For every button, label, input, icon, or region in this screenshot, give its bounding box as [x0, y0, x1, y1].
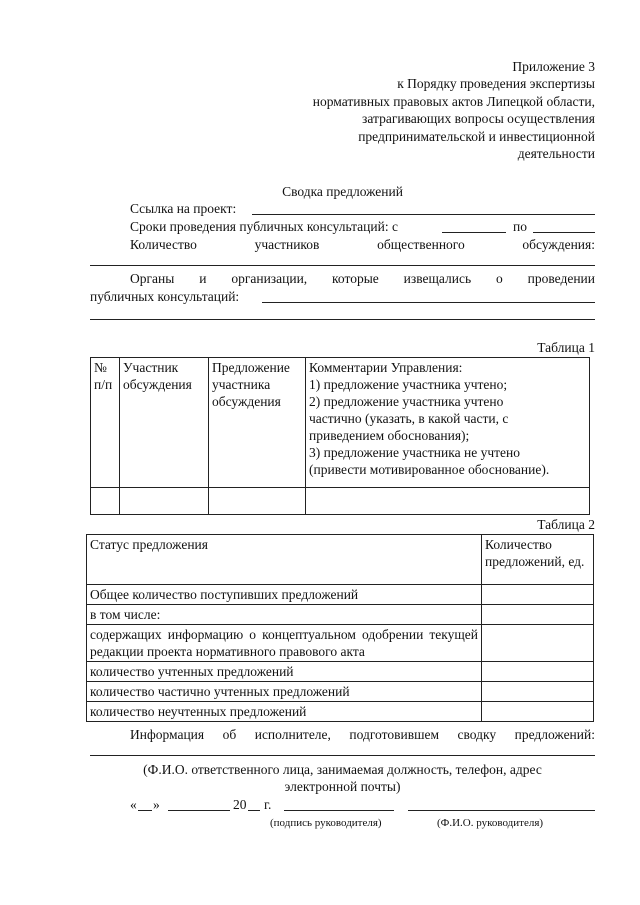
table1-cell[interactable]: [120, 488, 209, 515]
project-link-row: [90, 200, 595, 217]
word: исполнителе,: [254, 727, 331, 742]
table2-count-cell[interactable]: [482, 625, 594, 662]
signature-label: (подпись руководителя): [270, 817, 382, 829]
table2-row-label: Общее количество поступивших предложений: [87, 585, 482, 605]
table1-header-participant: Участник обсуждения: [120, 358, 209, 488]
date-signature-row: [90, 796, 595, 813]
appendix-line: нормативных правовых актов Липецкой области,: [312, 93, 595, 109]
table1-cell[interactable]: [91, 488, 120, 515]
table2-row-label: количество учтенных предложений: [87, 662, 482, 682]
table2-count-cell[interactable]: [482, 585, 594, 605]
signature-line[interactable]: [284, 796, 394, 811]
table2-header-count: Количество предложений, ед.: [482, 535, 594, 585]
word: участников: [254, 237, 320, 252]
month-line[interactable]: [168, 796, 230, 811]
table2-row-label: количество частично учтенных предложений: [87, 682, 482, 702]
date-open-quote: «: [130, 797, 137, 812]
orgs-label: публичных консультаций:: [90, 289, 240, 304]
table1-header-num: № п/п: [91, 358, 120, 488]
table1: [90, 357, 590, 515]
executor-line[interactable]: [90, 741, 595, 756]
word: проведении: [527, 271, 595, 286]
appendix-header: [250, 58, 595, 162]
executor-caption: (Ф.И.О. ответственного лица, занимаемая должность, телефон, адрес электронной почты): [143, 762, 542, 794]
appendix-line: к Порядку проведения экспертизы: [397, 76, 595, 92]
fio-label: (Ф.И.О. руководителя): [437, 817, 544, 829]
year-suffix: г.: [264, 797, 272, 812]
period-to-label: по: [513, 219, 527, 234]
word: Количество: [130, 237, 197, 252]
project-link-line[interactable]: [252, 200, 595, 215]
comments-line: приведением обоснования);: [309, 428, 470, 443]
comments-line: частично (указать, в какой части, с: [309, 411, 509, 426]
appendix-line: предпринимательской и инвестиционной: [358, 128, 595, 144]
word: которые: [332, 271, 379, 286]
word: Информация: [130, 727, 205, 742]
word: подготовившем: [349, 727, 440, 742]
project-link-label: Ссылка на проект:: [130, 201, 237, 216]
word: предложений:: [514, 727, 595, 742]
orgs-row-2: [90, 288, 595, 305]
period-from-line[interactable]: [442, 218, 506, 233]
appendix-line: деятельности: [517, 146, 595, 162]
comments-line: 1) предложение участника учтено;: [309, 377, 508, 392]
table1-cell[interactable]: [306, 488, 590, 515]
table2: [86, 534, 594, 722]
table2-header-status: Статус предложения: [87, 535, 482, 585]
table1-header-comments: [306, 358, 590, 488]
table2-row-label: содержащих информацию о концептуальном одобрении текущей редакции проекта нормативного правового акта: [87, 625, 482, 662]
table1-cell[interactable]: [209, 488, 306, 515]
table2-count-cell[interactable]: [482, 682, 594, 702]
word: Органы: [130, 271, 175, 286]
table2-caption: Таблица 2: [537, 517, 595, 532]
comments-line: 3) предложение участника не учтено: [309, 445, 520, 460]
word: о: [496, 271, 503, 286]
orgs-line-2[interactable]: [90, 305, 595, 320]
participants-line[interactable]: [90, 251, 595, 266]
table1-caption: Таблица 1: [537, 340, 595, 355]
comments-line: 2) предложение участника учтено: [309, 394, 504, 409]
appendix-line: Приложение 3: [512, 59, 595, 74]
table2-count-cell[interactable]: [482, 702, 594, 722]
table2-row-label: в том числе:: [87, 605, 482, 625]
word: организации,: [231, 271, 308, 286]
table1-header-proposal: Предложение участника обсуждения: [209, 358, 306, 488]
day-line[interactable]: [138, 796, 152, 811]
word: сводку: [457, 727, 497, 742]
date-close-quote: »: [153, 797, 160, 812]
document-title: Сводка предложений: [282, 184, 403, 199]
comments-line: (привести мотивированное обоснование).: [309, 462, 550, 477]
orgs-line[interactable]: [262, 288, 595, 303]
word: общественного: [377, 237, 465, 252]
word: извещались: [403, 271, 472, 286]
period-to-line[interactable]: [533, 218, 595, 233]
comments-title: Комментарии Управления:: [309, 360, 463, 375]
fio-line[interactable]: [408, 796, 595, 811]
word: обсуждения:: [522, 237, 595, 252]
table2-count-cell[interactable]: [482, 662, 594, 682]
word: об: [222, 727, 237, 742]
consult-period-row: [90, 218, 595, 235]
table2-row-label: количество неучтенных предложений: [87, 702, 482, 722]
table2-count-cell[interactable]: [482, 605, 594, 625]
year-prefix: 20: [233, 797, 247, 812]
appendix-line: затрагивающих вопросы осуществления: [362, 111, 595, 127]
consult-period-label: Сроки проведения публичных консультаций: с: [130, 219, 398, 234]
year-line[interactable]: [248, 796, 260, 811]
orgs-row: [90, 270, 595, 287]
word: и: [199, 271, 207, 286]
